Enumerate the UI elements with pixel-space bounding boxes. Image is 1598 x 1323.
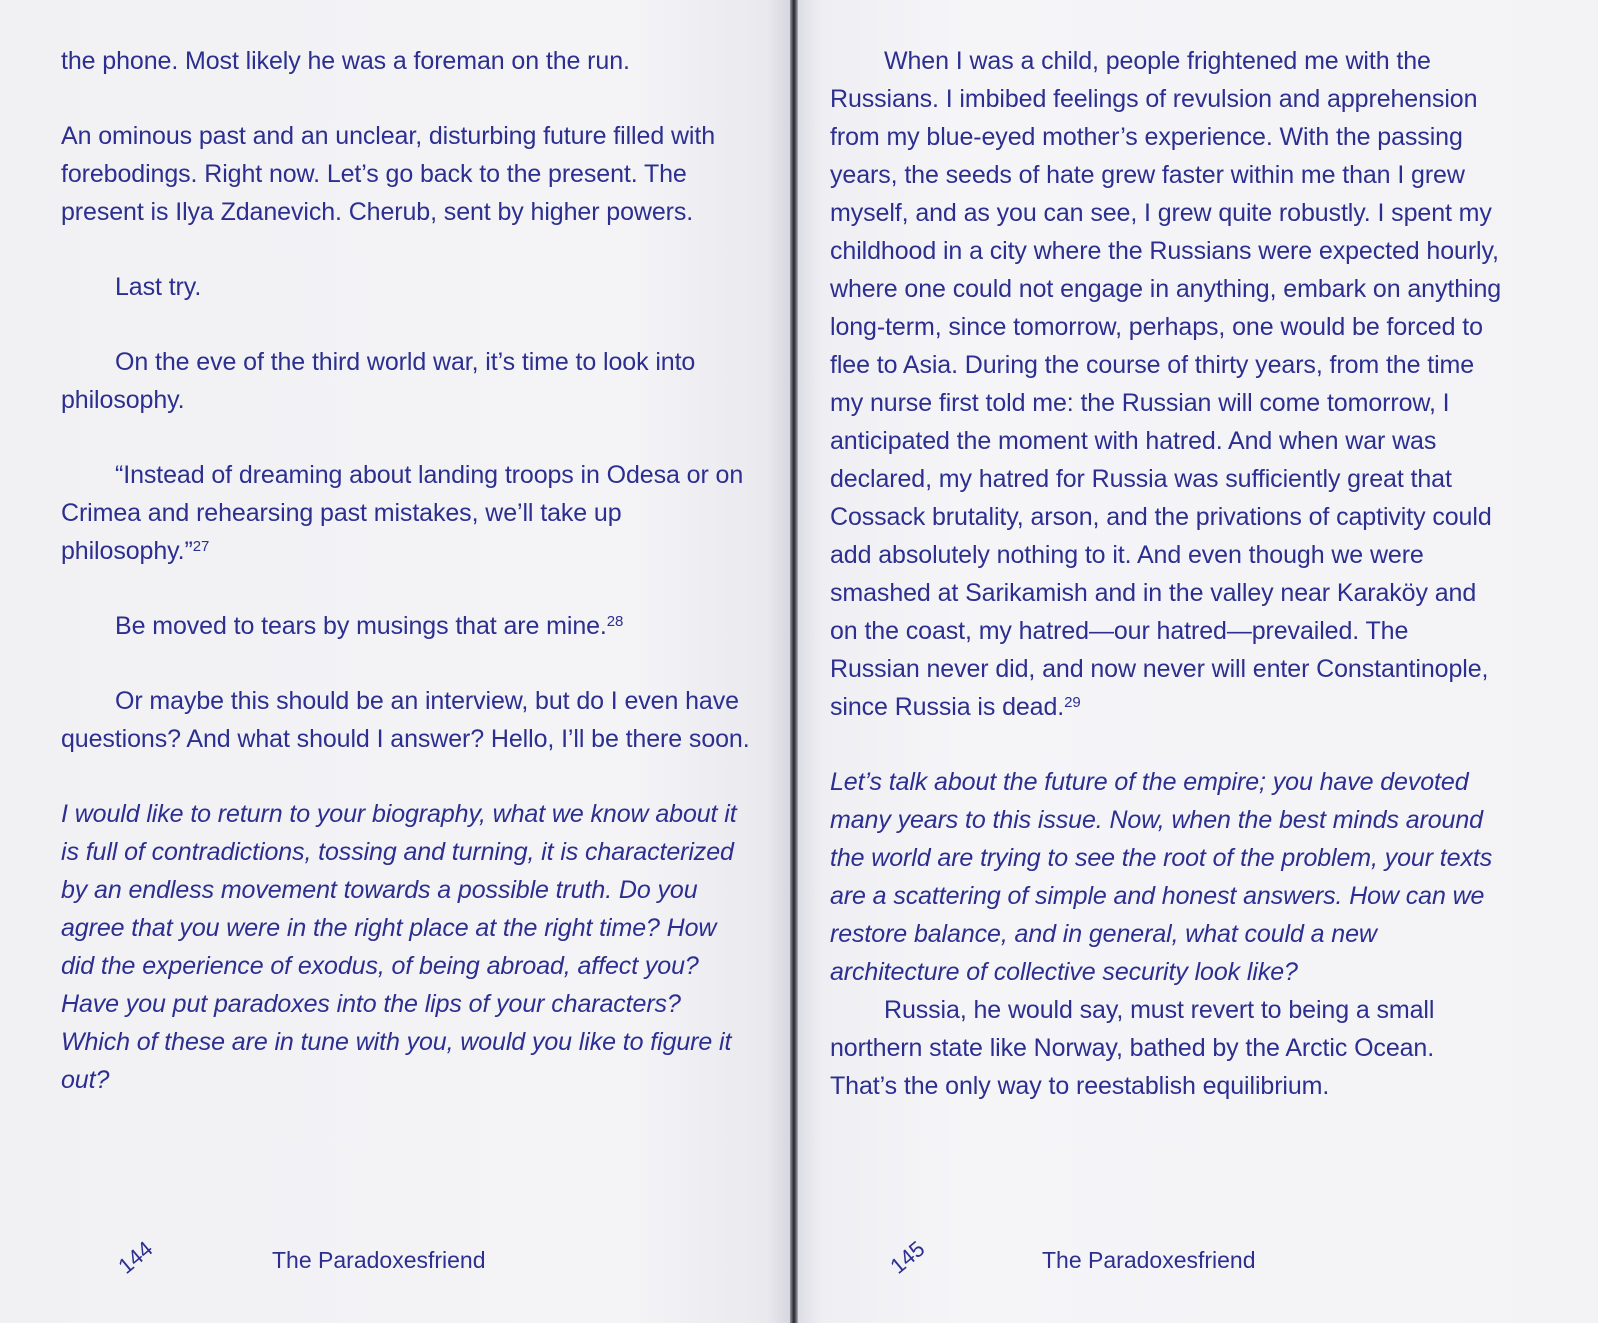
page-number: 144 <box>113 1235 158 1279</box>
footnote-ref: 28 <box>606 613 624 630</box>
right-page-text <box>830 42 1502 1105</box>
running-title: The Paradoxesfriend <box>1042 1247 1256 1273</box>
paragraph: Russia, he would say, must revert to being a small northern state like Norway, bathed by the Arctic Ocean. That’s the only way to reestablish equilibrium. <box>830 996 1435 1100</box>
paragraph <box>830 42 1502 726</box>
interview-question: I would like to return to your biography, what we know about it is full of contradictions, tossing and turning, it is characterized by an endless movement towards a possible truth. Do you agree that you were in the right place at the right time? How did the experience of exodus, of being abroad, affect you? Have you put paradoxes into the lips of your characters? Which of these are in tune with you, would you like to figure it out? <box>61 800 737 1094</box>
interview-question: Let’s talk about the future of the empire; you have devoted many years to this issue. Now, when the best minds around the world are trying to see the root of the problem, your texts are a scattering of simple and honest answers. How can we restore balance, and in general, what could a new architecture of collective security look like? <box>830 768 1493 986</box>
book-gutter <box>790 0 798 1323</box>
footnote-ref: 29 <box>1064 694 1081 711</box>
paragraph: On the eve of the third world war, it’s time to look into philosophy. <box>61 348 696 414</box>
paragraph <box>61 607 751 645</box>
paragraph-text: Be moved to tears by musings that are mine. <box>115 612 607 640</box>
paragraph: Last try. <box>115 273 202 301</box>
paragraph: the phone. Most likely he was a foreman on the run. <box>61 47 630 75</box>
paragraph: Or maybe this should be an interview, but do I even have questions? And what should I answer? Hello, I’ll be there soon. <box>61 687 750 753</box>
quote-text: “Instead of dreaming about landing troops in Odesa or on Crimea and rehearsing past mistakes, we’ll take up philosophy.” <box>61 461 744 565</box>
quote-paragraph <box>61 456 751 570</box>
running-title: The Paradoxesfriend <box>272 1247 486 1273</box>
page-number: 145 <box>885 1235 930 1279</box>
paragraph-text: When I was a child, people frightened me with the Russians. I imbibed feelings of revulsion and apprehension from my blue-eyed mother’s experience. With the passing years, the seeds of hate grew faster within me than I grew myself, and as you can see, I grew quite robustly. I spent my childhood in a city where the Russians were expected hourly, where one could not engage in anything, embark on anything long-term, since tomorrow, perhaps, one would be forced to flee to Asia. During the course of thirty years, from the time my nurse first told me: the Russian will come tomorrow, I anticipated the moment with hatred. And when war was declared, my hatred for Russia was sufficiently great that Cossack brutality, arson, and the privations of captivity could add absolutely nothing to it. And even though we were smashed at Sarikamish and in the valley near Karaköy and on the coast, my hatred—our hatred—prevailed. The Russian never did, and now never will enter Constantinople, since Russia is dead. <box>830 47 1502 721</box>
left-page-text <box>61 42 751 1099</box>
footnote-ref: 27 <box>192 538 210 555</box>
paragraph: An ominous past and an unclear, disturbing future filled with forebodings. Right now. Let’s go back to the present. The present is Ilya Zdanevich. Cherub, sent by higher powers. <box>61 122 716 226</box>
